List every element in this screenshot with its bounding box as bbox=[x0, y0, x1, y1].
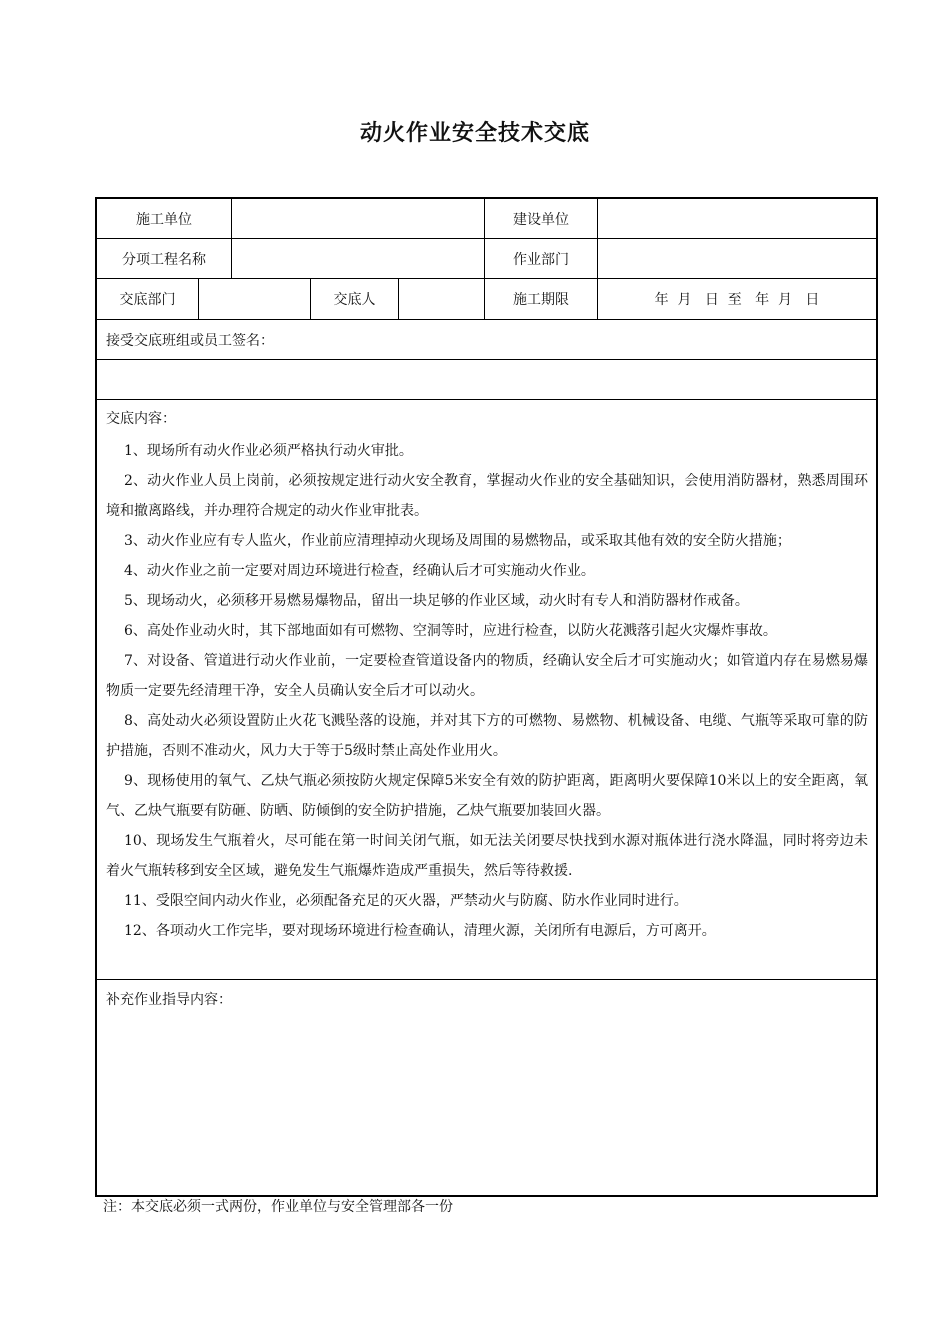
form-row-signature-label bbox=[97, 320, 876, 360]
content-item: 5、现场动火，必须移开易燃易爆物品，留出一块足够的作业区域，动火时有专人和消防器材作戒备。 bbox=[124, 593, 749, 609]
owner-unit-field[interactable] bbox=[598, 199, 876, 238]
content-item: 3、动火作业应有专人监火，作业前应清理掉动火现场及周围的易燃物品，或采取其他有效的安全防火措施； bbox=[124, 533, 791, 549]
supplement-heading: 补充作业指导内容： bbox=[106, 992, 232, 1008]
content-item: 9、现杨使用的氧气、乙炔气瓶必须按防火规定保障5米安全有效的防护距离，距离明火要保障10米以上的安全距离，氧气、乙炔气瓶要有防砸、防晒、防倾倒的安全防护措施，乙炔气瓶要加装回火器。 bbox=[106, 773, 868, 819]
construction-period-label: 施工期限 bbox=[485, 279, 598, 319]
construction-unit-label: 施工单位 bbox=[97, 199, 232, 238]
content-item: 6、高处作业动火时，其下部地面如有可燃物、空洞等时，应进行检查，以防火花溅落引起火灾爆炸事故。 bbox=[124, 623, 777, 639]
signature-field[interactable] bbox=[97, 360, 876, 400]
supplement-field[interactable] bbox=[106, 1014, 868, 1187]
work-department-label: 作业部门 bbox=[485, 239, 598, 278]
content-item: 12、各项动火工作完毕，要对现场环境进行检查确认，清理火源，关闭所有电源后，方可离开。 bbox=[124, 923, 716, 939]
content-heading: 交底内容： bbox=[106, 411, 176, 427]
signature-label: 接受交底班组或员工签名： bbox=[106, 332, 274, 349]
page-title: 动火作业安全技术交底 bbox=[359, 121, 590, 146]
work-department-field[interactable] bbox=[598, 239, 876, 278]
discloser-field[interactable] bbox=[399, 279, 485, 319]
content-item: 11、受限空间内动火作业，必须配备充足的灭火器，严禁动火与防腐、防水作业同时进行。 bbox=[124, 893, 688, 909]
construction-period-field[interactable]: 年 月 日 至 年 月 日 bbox=[654, 292, 820, 308]
content-item: 1、现场所有动火作业必须严格执行动火审批。 bbox=[124, 443, 413, 459]
content-item: 2、动火作业人员上岗前，必须按规定进行动火安全教育，掌握动火作业的安全基础知识，会使用消防器材，熟悉周围环境和撤离路线，并办理符合规定的动火作业审批表。 bbox=[106, 473, 868, 519]
construction-unit-field[interactable] bbox=[232, 199, 485, 238]
owner-unit-label: 建设单位 bbox=[485, 199, 598, 238]
form-row-units bbox=[97, 199, 876, 239]
sub-project-field[interactable] bbox=[232, 239, 485, 278]
content-item: 4、动火作业之前一定要对周边环境进行检查，经确认后才可实施动火作业。 bbox=[124, 563, 595, 579]
content-item: 10、现场发生气瓶着火，尽可能在第一时间关闭气瓶，如无法关闭要尽快找到水源对瓶体进行浇水降温，同时将旁边未着火气瓶转移到安全区域，避免发生气瓶爆炸造成严重损失，然后等待救援. bbox=[106, 833, 868, 879]
disclosure-dept-label: 交底部门 bbox=[97, 279, 199, 319]
sub-project-label: 分项工程名称 bbox=[97, 239, 232, 278]
disclosure-form bbox=[95, 197, 878, 1197]
content-item: 7、对设备、管道进行动火作业前，一定要检查管道设备内的物质，经确认安全后才可实施动火；如管道内存在易燃易爆物质一定要先经清理干净，安全人员确认安全后才可以动火。 bbox=[106, 653, 868, 699]
footer-note: 注：本交底必须一式两份，作业单位与安全管理部各一份 bbox=[103, 1199, 453, 1215]
form-row-disclosure bbox=[97, 279, 876, 320]
content-item-list bbox=[106, 436, 868, 946]
discloser-label: 交底人 bbox=[311, 279, 399, 319]
disclosure-content bbox=[97, 400, 876, 980]
content-item: 8、高处动火必须设置防止火花飞溅坠落的设施，并对其下方的可燃物、易燃物、机械设备、电缆、气瓶等采取可靠的防护措施，否则不准动火，风力大于等于5级时禁止高处作业用火。 bbox=[106, 713, 868, 759]
form-row-project bbox=[97, 239, 876, 279]
disclosure-dept-field[interactable] bbox=[199, 279, 311, 319]
